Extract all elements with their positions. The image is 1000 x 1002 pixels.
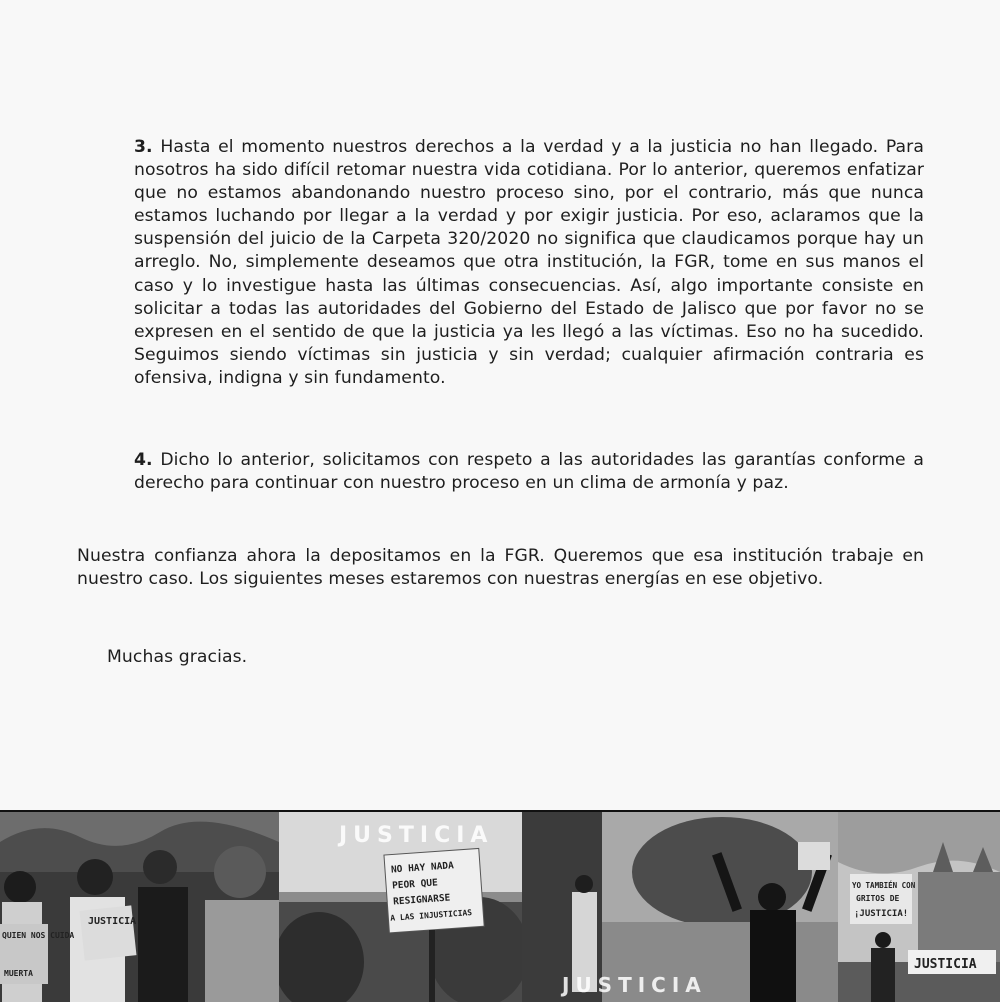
paragraph-4 [134,449,924,495]
sign-line-c: ¡JUSTICIA! [854,909,909,919]
overlay-justicia-2: JUSTICIA [562,973,707,997]
sign-line-2: PEOR QUE [391,877,439,892]
sign-line-a: YO TAMBIÉN CON [852,881,916,890]
protest-photo-street [522,812,838,1002]
photo-strip [0,810,1000,1002]
sign-line-4: A LAS INJUSTICIAS [390,908,473,923]
sign-off: Muchas gracias. [107,647,248,667]
protest-photo-sign [279,812,522,1002]
overlay-justicia-1: JUSTICIA [339,823,494,848]
paragraph-number: 3. [134,137,153,157]
sign-muerta: MUERTA [4,969,33,978]
closing-paragraph: Nuestra confianza ahora la depositamos en la FGR. Queremos que esa institución trabaje en nuestro caso. Los siguientes meses estaremos con nuestras energías en ese objetivo. [77,546,924,590]
sign-justicia-1: JUSTICIA [88,916,137,927]
protest-photo-crowd [0,812,279,1002]
paragraph-text: Dicho lo anterior, solicitamos con respeto a las autoridades las garantías conforme a derecho para continuar con nuestro proceso en un clima de armonía y paz. [134,450,924,494]
paragraph-text: Hasta el momento nuestros derechos a la verdad y a la justicia no han llegado. Para nosotros ha sido difícil retomar nuestra vida cotidiana. Por lo anterior, queremos enfatizar que no estamos abandonando nuestro proceso sino, por el contrario, más que nunca estamos luchando por llegar a la verdad y por exigir justicia. Por eso, aclaramos que la suspensión del juicio de la Carpeta 320/2020 no significa que claudicamos porque hay un arreglo. No, simplemente deseamos que otra institución, la FGR, tome en sus manos el caso y lo investigue hasta las últimas consecuencias. Así, algo importante consiste en solicitar a todas las autoridades del Gobierno del Estado de Jalisco que por favor no se expresen en el sentido de que la justicia ya les llegó a las víctimas. Eso no ha sucedido. Seguimos siendo víctimas sin justicia y sin verdad; cualquier afirmación contraria es ofensiva, indigna y sin fundamento. [134,137,924,388]
sign-line-1: NO HAY NADA [390,860,455,876]
paragraph-number: 4. [134,450,153,470]
sign-line-b: GRITOS DE [856,894,900,903]
sign-quien-nos-cuida: QUIEN NOS CUIDA [2,931,75,940]
sign-line-3: RESIGNARSE [392,892,451,908]
banner-justicia: JUSTICIA [914,957,977,972]
protest-photo-cathedral [838,812,1000,1002]
paragraph-3 [134,136,924,390]
